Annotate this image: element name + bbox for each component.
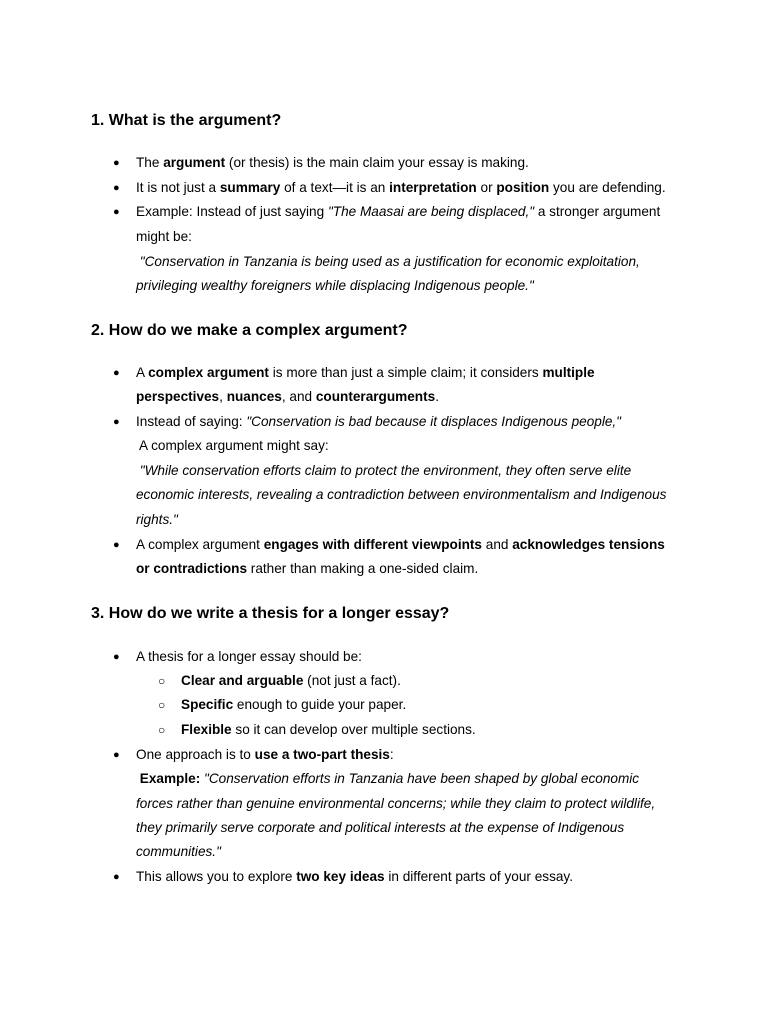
section-3-heading: 3. How do we write a thesis for a longer essay? [91,605,450,622]
s1-line-2: It is not just a summary of a text—it is an interpretation or position you are defending. [136,180,666,195]
s1-line-1: The argument (or thesis) is the main claim your essay is making. [136,155,529,170]
s2-line-2: perspectives, nuances, and counterarguments. [136,389,439,404]
bullet-circle: ○ [158,674,166,688]
bullet-circle: ○ [158,698,166,712]
s3-line-6: communities." [136,844,221,859]
section-1-heading: 1. What is the argument? [91,112,282,129]
s2-line-7: rights." [136,512,178,527]
s1-line-3: Example: Instead of just saying "The Maasai are being displaced," a stronger argument [136,204,661,219]
bullet-disc: ● [113,367,120,379]
s2-line-9: or contradictions rather than making a one-sided claim. [136,561,479,576]
bullet-disc: ● [113,651,120,663]
s3-line-5: they primarily serve corporate and political interests at the expense of Indigenous [136,820,625,835]
s1-line-6: privileging wealthy foreigners while displacing Indigenous people." [136,278,534,293]
s3-line-2: One approach is to use a two-part thesis: [136,747,394,762]
s3-line-4: forces rather than genuine environmental concerns; while they claim to protect wildlife, [136,796,656,811]
s3-sub-3: Flexible so it can develop over multiple sections. [181,722,476,737]
bullet-disc: ● [113,749,120,761]
bullet-disc: ● [113,157,120,169]
s3-sub-1: Clear and arguable (not just a fact). [181,673,401,688]
bullet-disc: ● [113,539,120,551]
s3-line-7: This allows you to explore two key ideas in different parts of your essay. [136,869,573,884]
section-2-heading: 2. How do we make a complex argument? [91,322,408,339]
s2-line-3: Instead of saying: "Conservation is bad because it displaces Indigenous people," [136,414,622,429]
s1-line-4: might be: [136,229,192,244]
bullet-disc: ● [113,871,120,883]
s2-line-5: "While conservation efforts claim to protect the environment, they often serve elite [136,463,632,478]
s2-line-4: A complex argument might say: [136,438,329,453]
bullet-disc: ● [113,182,120,194]
s2-line-8: A complex argument engages with different viewpoints and acknowledges tensions [136,537,665,552]
s3-line-3: Example: "Conservation efforts in Tanzania have been shaped by global economic [139,771,640,786]
s3-line-1: A thesis for a longer essay should be: [136,649,362,664]
s3-sub-2: Specific enough to guide your paper. [181,697,407,712]
bullet-disc: ● [113,416,120,428]
s2-line-1: A complex argument is more than just a simple claim; it considers multiple [136,365,595,380]
s2-line-6: economic interests, revealing a contradiction between environmentalism and Indigenous [136,487,667,502]
bullet-disc: ● [113,206,120,218]
bullet-circle: ○ [158,723,166,737]
s1-line-5: "Conservation in Tanzania is being used as a justification for economic exploitation, [136,254,640,269]
